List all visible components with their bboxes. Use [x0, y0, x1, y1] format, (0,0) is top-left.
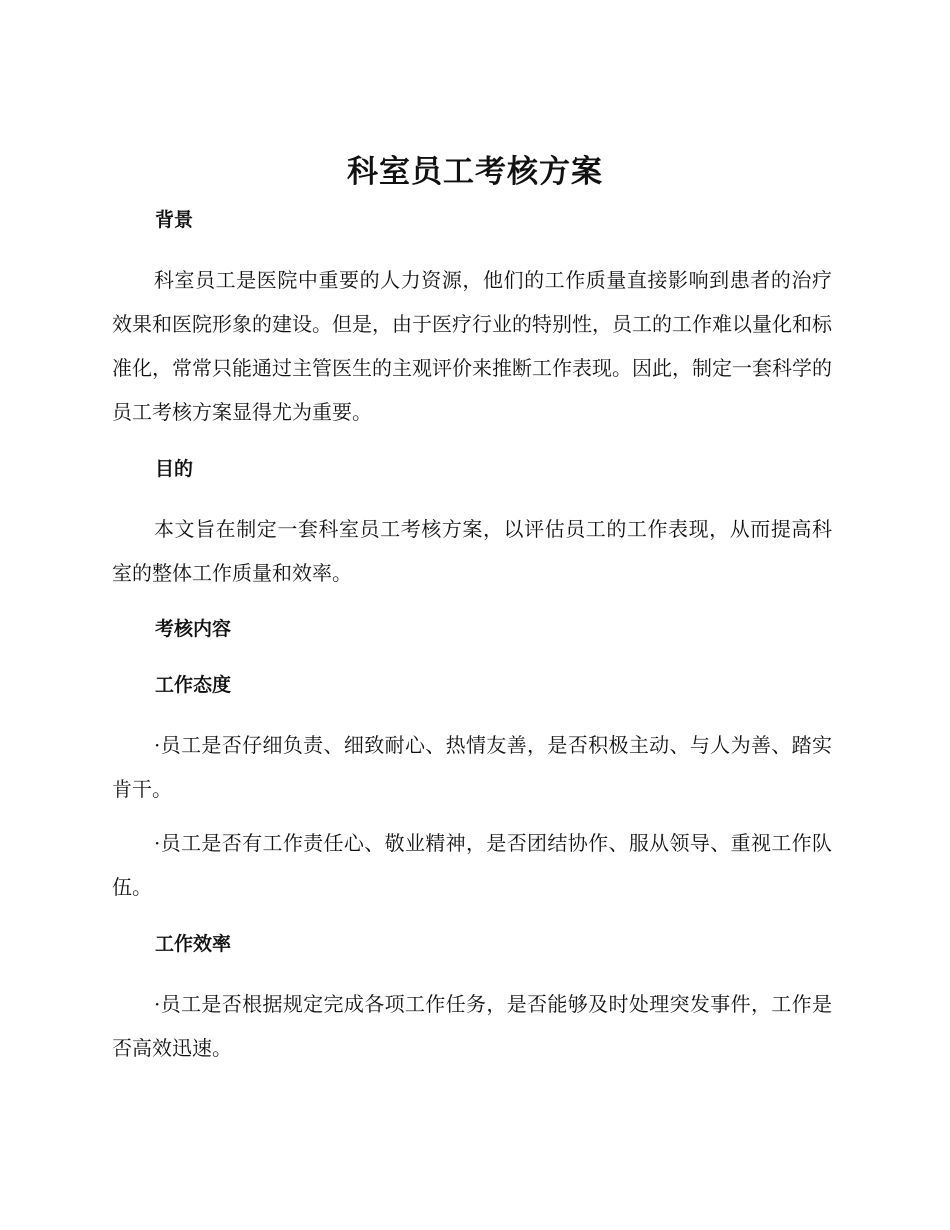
bullet-item-attitude-1: [112, 723, 832, 811]
heading-work-efficiency: 工作效率: [155, 933, 232, 955]
bullet-dot: ·: [154, 992, 161, 1016]
bullet-item-attitude-2: [112, 821, 832, 909]
heading-assessment-content: 考核内容: [155, 618, 232, 640]
bullet-text: 员工是否根据规定完成各项工作任务，是否能够及时处理突发事件，工作是否高效迅速。: [112, 992, 832, 1060]
document-body: [112, 204, 832, 1070]
heading-purpose: 目的: [155, 458, 194, 480]
bullet-text: 员工是否仔细负责、细致耐心、热情友善，是否积极主动、与人为善、踏实肯干。: [112, 733, 832, 801]
bullet-text: 员工是否有工作责任心、敬业精神，是否团结协作、服从领导、重视工作队伍。: [112, 831, 832, 899]
paragraph-purpose: 本文旨在制定一套科室员工考核方案，以评估员工的工作表现，从而提高科室的整体工作质量和效率。: [112, 517, 832, 585]
paragraph-background: 科室员工是医院中重要的人力资源，他们的工作质量直接影响到患者的治疗效果和医院形象的建设。但是，由于医疗行业的特别性，员工的工作难以量化和标准化，常常只能通过主管医生的主观评价来推断工作表现。因此，制定一套科学的员工考核方案显得尤为重要。: [112, 268, 832, 424]
heading-work-attitude: 工作态度: [155, 674, 232, 696]
heading-background: 背景: [155, 209, 194, 231]
bullet-dot: ·: [154, 733, 161, 757]
bullet-dot: ·: [154, 831, 161, 855]
document-title: 科室员工考核方案: [347, 154, 603, 190]
bullet-item-efficiency-1: [112, 982, 832, 1070]
